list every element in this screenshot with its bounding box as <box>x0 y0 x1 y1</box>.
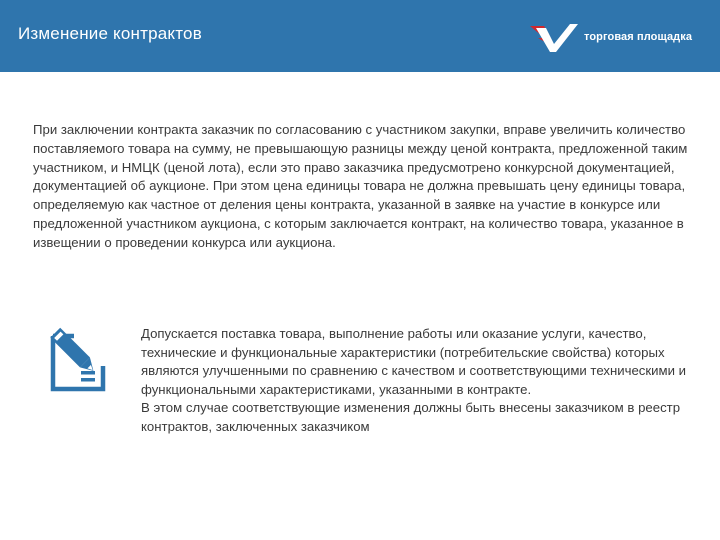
logo <box>530 22 710 54</box>
note-block <box>141 325 701 437</box>
intro-paragraph: При заключении контракта заказчик по согласованию с участником закупки, вправе увеличить количество поставляемого товара на сумму, не превышающую разницы между ценой контракта, предложенной таким участником, и НМЦК (ценой лота), если это право заказчика предусмотрено конкурсной документацией, документацией об аукционе. При этом цена единицы товара не должна превышать цену единицы товара, определяемую как частное от деления цены контракта, указанной в заявке на участие в конкурсе или предложенной участником аукциона, с которым заключается контракт, на количество товара, указанное в извещении о проведении конкурса или аукциона. <box>33 122 688 250</box>
page-title: Изменение контрактов <box>18 24 202 43</box>
note-paragraph: В этом случае соответствующие изменения должны быть внесены заказчиком в реестр контрактов, заключенных заказчиком <box>141 400 681 434</box>
logo-text: торговая площадка <box>584 31 693 43</box>
edit-document-icon <box>50 326 110 394</box>
note-paragraph: Допускается поставка товара, выполнение работы или оказание услуги, качество, технические и функциональные характеристики (потребительские свойства) которых являются улучшенными по сравнению с качеством и соответствующими техническими и функциональными характеристиками, указанными в контракте. <box>141 326 686 397</box>
header-bar <box>0 0 720 72</box>
etp-logo-icon <box>530 22 580 54</box>
